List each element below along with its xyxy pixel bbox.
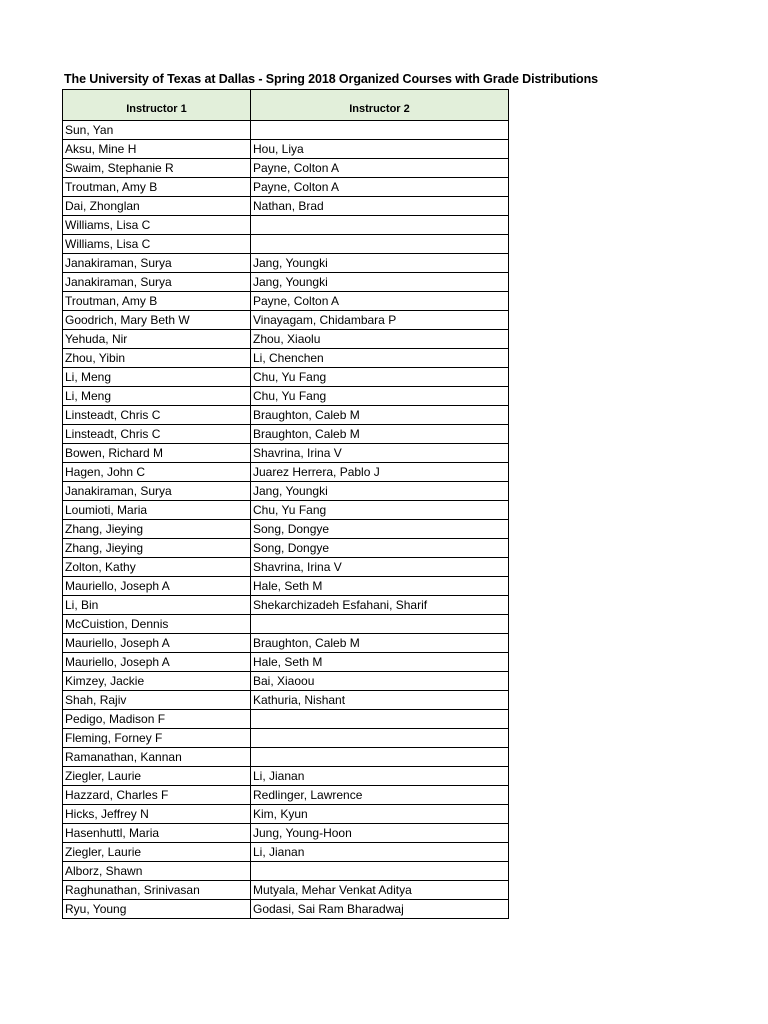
- table-row: [63, 444, 509, 463]
- instructor-2-cell: Jung, Young-Hoon: [251, 824, 509, 843]
- instructor-2-cell: Nathan, Brad: [251, 197, 509, 216]
- table-row: [63, 634, 509, 653]
- instructor-2-cell: Chu, Yu Fang: [251, 368, 509, 387]
- instructor-1-cell: Fleming, Forney F: [63, 729, 251, 748]
- column-header-instructor-2: Instructor 2: [251, 90, 509, 121]
- instructor-1-cell: Ziegler, Laurie: [63, 767, 251, 786]
- table-row: [63, 577, 509, 596]
- table-row: [63, 387, 509, 406]
- instructor-1-cell: Williams, Lisa C: [63, 235, 251, 254]
- instructor-2-cell: Payne, Colton A: [251, 292, 509, 311]
- instructor-2-cell: Shavrina, Irina V: [251, 558, 509, 577]
- instructor-2-cell: Braughton, Caleb M: [251, 634, 509, 653]
- instructor-2-cell: Redlinger, Lawrence: [251, 786, 509, 805]
- page-title: The University of Texas at Dallas - Spring 2018 Organized Courses with Grade Distributions: [64, 72, 598, 86]
- instructor-1-cell: Kimzey, Jackie: [63, 672, 251, 691]
- table-row: [63, 748, 509, 767]
- table-row: [63, 520, 509, 539]
- instructor-1-cell: Mauriello, Joseph A: [63, 577, 251, 596]
- instructor-1-cell: Li, Bin: [63, 596, 251, 615]
- instructor-1-cell: McCuistion, Dennis: [63, 615, 251, 634]
- table-row: [63, 349, 509, 368]
- instructor-2-cell: Payne, Colton A: [251, 178, 509, 197]
- instructor-2-cell: Braughton, Caleb M: [251, 425, 509, 444]
- instructor-1-cell: Hagen, John C: [63, 463, 251, 482]
- instructor-1-cell: Li, Meng: [63, 387, 251, 406]
- instructor-2-cell: Jang, Youngki: [251, 254, 509, 273]
- instructor-2-cell: Hale, Seth M: [251, 577, 509, 596]
- instructor-2-cell: [251, 710, 509, 729]
- table-row: [63, 558, 509, 577]
- instructor-table: [62, 89, 509, 919]
- table-row: [63, 729, 509, 748]
- table-row: [63, 140, 509, 159]
- table-body: [63, 121, 509, 919]
- instructor-1-cell: Ziegler, Laurie: [63, 843, 251, 862]
- instructor-1-cell: Sun, Yan: [63, 121, 251, 140]
- table-row: [63, 881, 509, 900]
- instructor-2-cell: Jang, Youngki: [251, 273, 509, 292]
- instructor-1-cell: Dai, Zhonglan: [63, 197, 251, 216]
- table-row: [63, 672, 509, 691]
- instructor-2-cell: [251, 235, 509, 254]
- table-row: [63, 178, 509, 197]
- table-row: [63, 292, 509, 311]
- instructor-1-cell: Bowen, Richard M: [63, 444, 251, 463]
- table-row: [63, 425, 509, 444]
- instructor-1-cell: Aksu, Mine H: [63, 140, 251, 159]
- instructor-2-cell: Hou, Liya: [251, 140, 509, 159]
- table-row: [63, 273, 509, 292]
- instructor-1-cell: Hicks, Jeffrey N: [63, 805, 251, 824]
- instructor-2-cell: Li, Jianan: [251, 843, 509, 862]
- table-row: [63, 463, 509, 482]
- instructor-2-cell: Mutyala, Mehar Venkat Aditya: [251, 881, 509, 900]
- instructor-1-cell: Li, Meng: [63, 368, 251, 387]
- table-row: [63, 900, 509, 919]
- instructor-2-cell: Payne, Colton A: [251, 159, 509, 178]
- table-row: [63, 615, 509, 634]
- instructor-2-cell: Kathuria, Nishant: [251, 691, 509, 710]
- instructor-2-cell: [251, 729, 509, 748]
- instructor-2-cell: Song, Dongye: [251, 539, 509, 558]
- instructor-1-cell: Zhang, Jieying: [63, 539, 251, 558]
- table-row: [63, 539, 509, 558]
- instructor-2-cell: [251, 748, 509, 767]
- instructor-1-cell: Janakiraman, Surya: [63, 273, 251, 292]
- table-row: [63, 235, 509, 254]
- instructor-1-cell: Ryu, Young: [63, 900, 251, 919]
- table-row: [63, 159, 509, 178]
- table-row: [63, 406, 509, 425]
- instructor-2-cell: [251, 216, 509, 235]
- instructor-1-cell: Zhang, Jieying: [63, 520, 251, 539]
- table-row: [63, 311, 509, 330]
- instructor-2-cell: Jang, Youngki: [251, 482, 509, 501]
- instructor-1-cell: Janakiraman, Surya: [63, 254, 251, 273]
- instructor-1-cell: Linsteadt, Chris C: [63, 425, 251, 444]
- instructor-1-cell: Loumioti, Maria: [63, 501, 251, 520]
- instructor-1-cell: Zolton, Kathy: [63, 558, 251, 577]
- instructor-2-cell: Song, Dongye: [251, 520, 509, 539]
- table-row: [63, 824, 509, 843]
- instructor-1-cell: Troutman, Amy B: [63, 178, 251, 197]
- table-row: [63, 862, 509, 881]
- instructor-1-cell: Swaim, Stephanie R: [63, 159, 251, 178]
- table-row: [63, 843, 509, 862]
- instructor-2-cell: Chu, Yu Fang: [251, 387, 509, 406]
- instructor-2-cell: Li, Jianan: [251, 767, 509, 786]
- instructor-2-cell: Kim, Kyun: [251, 805, 509, 824]
- instructor-2-cell: Braughton, Caleb M: [251, 406, 509, 425]
- instructor-1-cell: Goodrich, Mary Beth W: [63, 311, 251, 330]
- column-header-instructor-1: Instructor 1: [63, 90, 251, 121]
- table-row: [63, 596, 509, 615]
- instructor-1-cell: Mauriello, Joseph A: [63, 634, 251, 653]
- table-row: [63, 482, 509, 501]
- table-row: [63, 197, 509, 216]
- instructor-2-cell: Hale, Seth M: [251, 653, 509, 672]
- instructor-2-cell: [251, 121, 509, 140]
- table-row: [63, 501, 509, 520]
- instructor-1-cell: Ramanathan, Kannan: [63, 748, 251, 767]
- instructor-1-cell: Yehuda, Nir: [63, 330, 251, 349]
- table-row: [63, 805, 509, 824]
- instructor-2-cell: Shavrina, Irina V: [251, 444, 509, 463]
- instructor-1-cell: Williams, Lisa C: [63, 216, 251, 235]
- instructor-2-cell: Chu, Yu Fang: [251, 501, 509, 520]
- instructor-1-cell: Janakiraman, Surya: [63, 482, 251, 501]
- table-row: [63, 767, 509, 786]
- instructor-1-cell: Linsteadt, Chris C: [63, 406, 251, 425]
- table-row: [63, 216, 509, 235]
- table-row: [63, 330, 509, 349]
- instructor-2-cell: [251, 615, 509, 634]
- instructor-2-cell: Vinayagam, Chidambara P: [251, 311, 509, 330]
- header-row: [63, 90, 509, 121]
- instructor-1-cell: Shah, Rajiv: [63, 691, 251, 710]
- instructor-1-cell: Mauriello, Joseph A: [63, 653, 251, 672]
- table-row: [63, 254, 509, 273]
- instructor-2-cell: Juarez Herrera, Pablo J: [251, 463, 509, 482]
- instructor-2-cell: [251, 862, 509, 881]
- table-row: [63, 653, 509, 672]
- instructor-1-cell: Zhou, Yibin: [63, 349, 251, 368]
- instructor-1-cell: Alborz, Shawn: [63, 862, 251, 881]
- instructor-1-cell: Raghunathan, Srinivasan: [63, 881, 251, 900]
- instructor-2-cell: Bai, Xiaoou: [251, 672, 509, 691]
- table-row: [63, 786, 509, 805]
- instructor-1-cell: Hazzard, Charles F: [63, 786, 251, 805]
- table-row: [63, 710, 509, 729]
- table-row: [63, 691, 509, 710]
- instructor-2-cell: Li, Chenchen: [251, 349, 509, 368]
- table-row: [63, 368, 509, 387]
- instructor-2-cell: Godasi, Sai Ram Bharadwaj: [251, 900, 509, 919]
- instructor-1-cell: Troutman, Amy B: [63, 292, 251, 311]
- table-row: [63, 121, 509, 140]
- instructor-2-cell: Zhou, Xiaolu: [251, 330, 509, 349]
- instructor-1-cell: Pedigo, Madison F: [63, 710, 251, 729]
- instructor-2-cell: Shekarchizadeh Esfahani, Sharif: [251, 596, 509, 615]
- instructor-1-cell: Hasenhuttl, Maria: [63, 824, 251, 843]
